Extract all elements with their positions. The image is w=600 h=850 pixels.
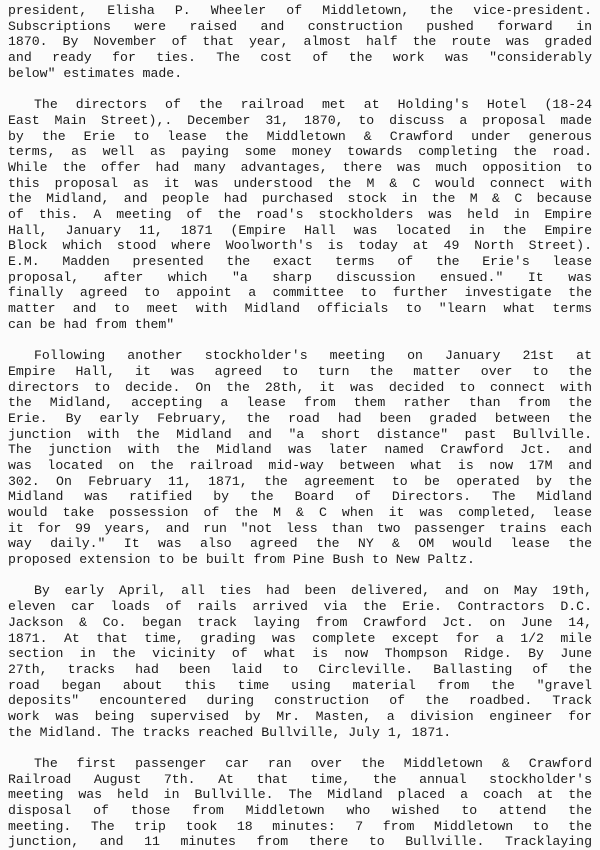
text-line: disposal of those from Middletown who wished to attend the — [8, 803, 592, 819]
paragraph-spacer — [8, 568, 592, 584]
text-line: 302. On February 11, 1871, the agreement to be operated by the — [8, 473, 592, 489]
text-line: Railroad August 7th. At that time, the annual stockholder's — [8, 771, 592, 787]
text-line: and ready for ties. The cost of the work was "considerably — [8, 50, 592, 66]
paragraph-3 — [8, 348, 592, 568]
text-line: president, Elisha P. Wheeler of Middletown, the vice-president. — [8, 3, 592, 18]
text-line: Jackson & Co. began track laying from Crawford Jct. on June 14, — [8, 614, 592, 630]
text-line: of this. A meeting of the road's stockholders was held in Empire — [8, 206, 592, 222]
text-line: The directors of the railroad met at Holding's Hotel (18-24 — [34, 97, 592, 113]
text-line: directors to decide. On the 28th, it was decided to connect with — [8, 379, 592, 395]
text-line: deposits" encountered during construction of the roadbed. Track — [8, 693, 592, 709]
text-line: proposal, after which "a sharp discussion ensued." It was — [8, 269, 592, 285]
text-line: junction with the Midland and "a short distance" past Bullville. — [8, 426, 592, 442]
paragraph-spacer — [8, 332, 592, 348]
text-line: Erie. By early February, the road had been graded between the — [8, 410, 592, 426]
text-line: work was being supervised by Mr. Masten, a division engineer for — [8, 708, 592, 724]
text-line: The first passenger car ran over the Middletown & Crawford — [34, 756, 592, 771]
text-line: 27th, tracks had been laid to Circleville. Ballasting of the — [8, 661, 592, 677]
paragraph-spacer — [8, 740, 592, 756]
text-line: Midland was ratified by the Board of Directors. The Midland — [8, 489, 592, 505]
text-line: By early April, all ties had been delivered, and on May 19th, — [34, 583, 592, 599]
text-line: terms, as well as paying some money towards completing the road. — [8, 144, 592, 160]
text-line: the Midland, and people had purchased stock in the M & C because — [8, 191, 592, 207]
text-line: way daily." It was also agreed the NY & OM would lease the — [8, 536, 592, 552]
text-line: The junction with the Midland was later named Crawford Jct. and — [8, 442, 592, 458]
text-line: 1870. By November of that year, almost half the route was graded — [8, 34, 592, 50]
text-line: Empire Hall, it was agreed to turn the matter over to the — [8, 363, 592, 379]
document-page — [8, 3, 592, 850]
text-line: East Main Street),. December 31, 1870, to discuss a proposal made — [8, 112, 592, 128]
paragraph-1 — [8, 3, 592, 81]
text-line: by the Erie to lease the Middletown & Crawford under generous — [8, 128, 592, 144]
paragraph-5 — [8, 756, 592, 850]
text-line: the Midland. The tracks reached Bullville, July 1, 1871. — [8, 724, 452, 740]
text-line: road began about this time using material from the "gravel — [8, 677, 592, 693]
text-line: finally agreed to appoint a committee to further investigate the — [8, 285, 592, 301]
text-line: the Midland, accepting a lease from them rather than from the — [8, 395, 592, 411]
text-line: was located on the railroad mid-way between what is now 17M and — [8, 457, 592, 473]
text-line: can be had from them" — [8, 316, 175, 332]
text-line: meeting was held in Bullville. The Midland placed a coach at the — [8, 787, 592, 803]
text-line: Block which stood where Woolworth's is today at 49 North Street). — [8, 238, 592, 254]
text-line: Hall, January 11, 1871 (Empire Hall was located in the Empire — [8, 222, 592, 238]
text-line: it for 99 years, and run "not less than two passenger trains each — [8, 520, 592, 536]
text-line: Following another stockholder's meeting on January 21st at — [34, 348, 592, 364]
text-line: meeting. The trip took 18 minutes: 7 from Middletown to the — [8, 818, 592, 834]
text-line: below" estimates made. — [8, 65, 183, 81]
paragraph-spacer — [8, 81, 592, 97]
text-line: proposed extension to be built from Pine Bush to New Paltz. — [8, 552, 475, 568]
text-line: this proposal as it was understood the M & C would connect with — [8, 175, 592, 191]
text-line: Subscriptions were raised and construction pushed forward in — [8, 18, 592, 34]
paragraph-4 — [8, 583, 592, 740]
text-line: 1871. At that time, grading was complete except for a 1/2 mile — [8, 630, 592, 646]
paragraph-2 — [8, 97, 592, 332]
text-line: section in the vicinity of what is now Thompson Ridge. By June — [8, 646, 592, 662]
text-line: junction, and 11 minutes from there to Bullville. Tracklaying — [8, 834, 592, 850]
text-line: eleven car loads of rails arrived via the Erie. Contractors D.C. — [8, 599, 592, 615]
text-line: E.M. Madden presented the exact terms of the Erie's lease — [8, 254, 592, 269]
text-line: While the offer had many advantages, there was much opposition to — [8, 159, 592, 175]
text-line: would take possession of the M & C when it was completed, lease — [8, 505, 592, 520]
text-line: matter and to meet with Midland officials to "learn what terms — [8, 301, 592, 317]
